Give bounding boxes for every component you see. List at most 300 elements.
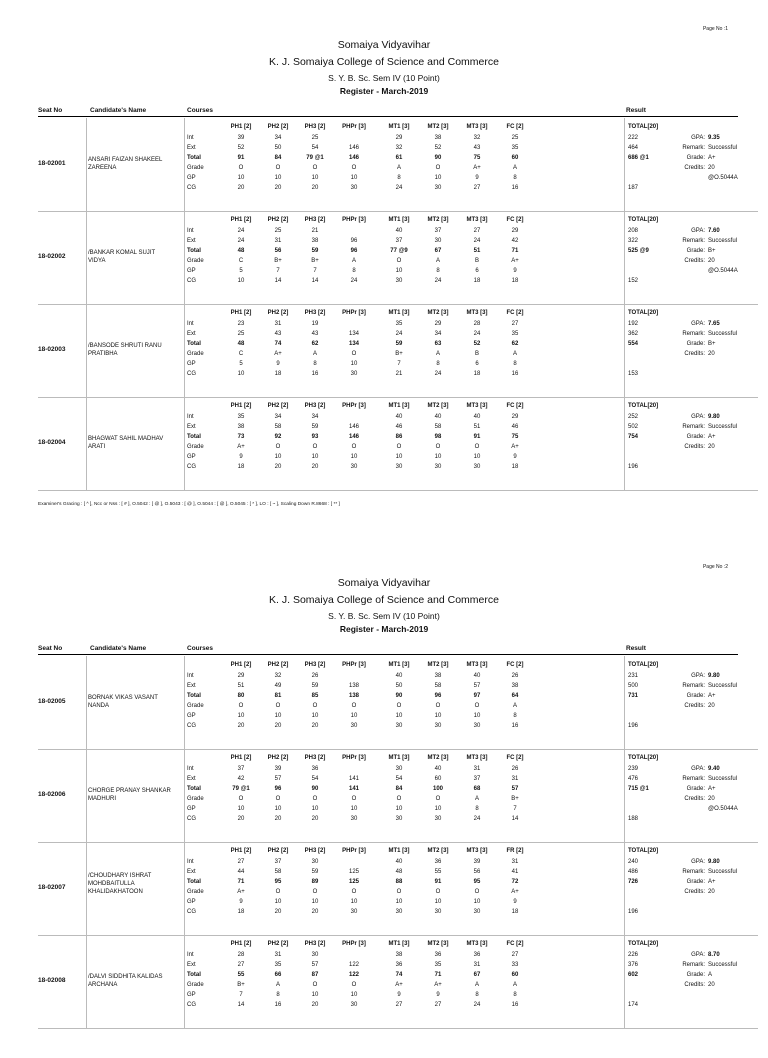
row-label: Total	[187, 693, 201, 699]
mark-cell: 36	[473, 952, 481, 958]
total-cell: 726	[628, 879, 639, 885]
mark-cell: O	[396, 889, 402, 895]
row-label: Grade	[187, 351, 204, 357]
mark-cell: 40	[473, 673, 481, 679]
total-cell: 196	[628, 464, 639, 470]
mark-cell: 30	[434, 185, 442, 191]
row-label: Grade	[187, 889, 204, 895]
mark-cell: 30	[434, 238, 442, 244]
result-value: @O.5044A	[708, 175, 738, 181]
mark-cell: 18	[511, 909, 519, 915]
mark-cell: 87	[311, 972, 319, 978]
mark-cell: 58	[274, 424, 282, 430]
mark-cell: 35	[511, 145, 519, 151]
mark-cell: 8	[475, 806, 479, 812]
course-header: MT3 [3]	[466, 941, 488, 947]
result-value: Successful	[708, 683, 738, 689]
result-label: Credits:	[684, 444, 705, 450]
result-header: Result	[626, 107, 646, 114]
mark-cell: 39	[274, 766, 282, 772]
mark-cell: O	[474, 889, 480, 895]
total-cell: 152	[628, 278, 639, 284]
mark-cell: 35	[511, 331, 519, 337]
candidate-name-line: BHAGWAT SAHIL MADHAV	[88, 436, 164, 442]
total-cell: 192	[628, 321, 639, 327]
mark-cell: 37	[274, 859, 282, 865]
mark-cell: 30	[434, 723, 442, 729]
result-value: 9.80	[708, 859, 720, 865]
mark-cell: 41	[511, 869, 519, 875]
total-cell: 188	[628, 816, 639, 822]
course-header: MT1 [3]	[388, 848, 410, 854]
result-label: Grade:	[686, 972, 705, 978]
mark-cell: 10	[350, 713, 358, 719]
result-value: Successful	[708, 424, 738, 430]
mark-cell: 67	[473, 972, 481, 978]
total-header: TOTAL[20]	[628, 662, 659, 668]
mark-cell: 16	[511, 723, 519, 729]
mark-cell: 72	[511, 879, 519, 885]
mark-cell: O	[238, 796, 244, 802]
mark-cell: 30	[473, 723, 481, 729]
mark-cell: A	[474, 796, 479, 802]
course-header: MT1 [3]	[388, 217, 410, 223]
mark-cell: O	[351, 982, 357, 988]
mark-cell: O	[396, 258, 402, 264]
result-value: @O.5044A	[708, 806, 738, 812]
mark-cell: 10	[274, 175, 282, 181]
mark-cell: 10	[274, 454, 282, 460]
result-value: 9.40	[708, 766, 720, 772]
mark-cell: B	[474, 258, 479, 264]
mark-cell: 9	[397, 992, 401, 998]
mark-cell: A	[351, 258, 356, 264]
mark-cell: 49	[274, 683, 282, 689]
course-header: PH2 [2]	[267, 941, 289, 947]
mark-cell: 37	[237, 766, 245, 772]
mark-cell: 9	[475, 175, 479, 181]
mark-cell: O	[351, 165, 357, 171]
total-cell: 500	[628, 683, 639, 689]
institution-title: Somaiya Vidyavihar	[337, 577, 431, 589]
mark-cell: O	[238, 165, 244, 171]
divider	[624, 211, 625, 304]
mark-cell: 27	[434, 1002, 442, 1008]
mark-cell: 29	[511, 228, 519, 234]
row-label: Total	[187, 434, 201, 440]
mark-cell: 43	[311, 331, 319, 337]
total-cell: 196	[628, 723, 639, 729]
row-label: CG	[187, 1002, 196, 1008]
total-cell: 715 @1	[628, 786, 649, 792]
mark-cell: 27	[237, 962, 245, 968]
row-label: Ext	[187, 238, 196, 244]
divider	[624, 304, 625, 397]
mark-cell: 59	[311, 683, 319, 689]
mark-cell: 73	[237, 434, 245, 440]
mark-cell: 10	[237, 175, 245, 181]
mark-cell: 51	[473, 248, 481, 254]
mark-cell: O	[474, 703, 480, 709]
course-header: PHPr [3]	[342, 310, 366, 316]
mark-cell: A	[512, 703, 517, 709]
mark-cell: 96	[274, 786, 282, 792]
mark-cell: 20	[274, 464, 282, 470]
mark-cell: 8	[513, 713, 517, 719]
student-record	[38, 842, 758, 936]
mark-cell: 62	[511, 341, 519, 347]
divider	[624, 118, 625, 211]
course-header: PH3 [2]	[304, 403, 326, 409]
result-label: Remark:	[682, 776, 705, 782]
mark-cell: 89	[311, 879, 319, 885]
mark-cell: 58	[434, 424, 442, 430]
course-header: FC [2]	[506, 941, 524, 947]
candidate-name-line: BORNAK VIKAS VASANT	[88, 695, 158, 701]
mark-cell: 25	[237, 331, 245, 337]
result-value: 9.35	[708, 135, 720, 141]
total-cell: 525 @9	[628, 248, 649, 254]
course-header: MT1 [3]	[388, 941, 410, 947]
mark-cell: 40	[395, 414, 403, 420]
candidate-name-line: ARCHANA	[88, 982, 118, 988]
mark-cell: 31	[473, 962, 481, 968]
result-value: A	[708, 972, 713, 978]
college-name: K. J. Somaiya College of Science and Commerce	[269, 56, 499, 68]
mark-cell: 59	[311, 424, 319, 430]
college-name: K. J. Somaiya College of Science and Commerce	[269, 594, 499, 606]
program-name: S. Y. B. Sc. Sem IV (10 Point)	[328, 73, 440, 83]
mark-cell: 16	[511, 371, 519, 377]
course-header: PH3 [2]	[304, 217, 326, 223]
course-header: PHPr [3]	[342, 755, 366, 761]
course-header: MT2 [3]	[427, 403, 449, 409]
course-header: PH1 [2]	[230, 848, 252, 854]
result-label: Remark:	[682, 238, 705, 244]
course-header: PH2 [2]	[267, 217, 289, 223]
mark-cell: 24	[473, 816, 481, 822]
mark-cell: 90	[395, 693, 403, 699]
course-header: PH3 [2]	[304, 662, 326, 668]
mark-cell: 138	[348, 693, 359, 699]
mark-cell: 34	[274, 414, 282, 420]
column-header-row	[38, 104, 738, 117]
result-value: Successful	[708, 145, 738, 151]
course-header: FR [2]	[506, 848, 524, 854]
mark-cell: 50	[395, 683, 403, 689]
mark-cell: 60	[511, 155, 519, 161]
mark-cell: 8	[436, 361, 440, 367]
mark-cell: 122	[348, 972, 359, 978]
mark-cell: 8	[436, 268, 440, 274]
mark-cell: 38	[434, 673, 442, 679]
mark-cell: 32	[274, 673, 282, 679]
mark-cell: A	[512, 982, 517, 988]
mark-cell: 8	[513, 361, 517, 367]
divider	[624, 397, 625, 490]
mark-cell: 34	[274, 135, 282, 141]
mark-cell: 21	[395, 371, 403, 377]
mark-cell: 10	[274, 899, 282, 905]
mark-cell: B+	[311, 258, 319, 264]
courses-header: Courses	[187, 107, 214, 114]
total-cell: 240	[628, 859, 639, 865]
result-value: 9.80	[708, 673, 720, 679]
mark-cell: 50	[274, 145, 282, 151]
mark-cell: 30	[395, 909, 403, 915]
divider	[86, 656, 87, 749]
total-header: TOTAL[20]	[628, 124, 659, 130]
result-value: 9.80	[708, 414, 720, 420]
mark-cell: 10	[237, 806, 245, 812]
mark-cell: 96	[350, 248, 358, 254]
row-label: Int	[187, 321, 194, 327]
course-header: FC [2]	[506, 310, 524, 316]
mark-cell: 30	[350, 723, 358, 729]
course-header: PH3 [2]	[304, 310, 326, 316]
mark-cell: 59	[311, 248, 319, 254]
result-value: A+	[708, 786, 716, 792]
row-label: Ext	[187, 776, 196, 782]
result-label: Remark:	[682, 145, 705, 151]
mark-cell: 31	[274, 952, 282, 958]
mark-cell: 30	[311, 952, 319, 958]
mark-cell: O	[474, 444, 480, 450]
mark-cell: 24	[237, 238, 245, 244]
mark-cell: 30	[395, 766, 403, 772]
course-header: FC [2]	[506, 217, 524, 223]
mark-cell: 7	[513, 806, 517, 812]
mark-cell: 10	[311, 454, 319, 460]
mark-cell: 38	[237, 424, 245, 430]
mark-cell: 10	[434, 713, 442, 719]
candidate-name-line: /CHOUDHARY ISHRAT	[88, 873, 152, 879]
total-cell: 376	[628, 962, 639, 968]
candidate-name-line: /BANKAR KOMAL SUJIT	[88, 250, 156, 256]
row-label: GP	[187, 454, 196, 460]
courses-header: Courses	[187, 645, 214, 652]
mark-cell: 10	[350, 454, 358, 460]
mark-cell: 35	[237, 414, 245, 420]
row-label: Grade	[187, 982, 204, 988]
course-header: PH1 [2]	[230, 941, 252, 947]
footnote: Examiner's Gracing : [ ^ ], Ncc or Nss : [ # ], O.5042 : [ @ ], O.5043 : [ @ ], O.5044 : [ @ ], O.5045 : [ * ], LO : [ ~ ], Scaling Down R.8668 : [ ** ]	[38, 502, 340, 507]
result-label: GPA:	[691, 228, 705, 234]
candidate-name	[88, 435, 186, 451]
mark-cell: 43	[473, 145, 481, 151]
mark-cell: 30	[395, 278, 403, 284]
mark-cell: 20	[311, 909, 319, 915]
result-label: Grade:	[686, 693, 705, 699]
course-header: MT3 [3]	[466, 124, 488, 130]
student-record	[38, 304, 758, 398]
total-cell: 686 @1	[628, 155, 649, 161]
mark-cell: 38	[395, 952, 403, 958]
mark-cell: 25	[311, 135, 319, 141]
course-header: PH1 [2]	[230, 217, 252, 223]
mark-cell: O	[275, 889, 281, 895]
result-label: Credits:	[684, 703, 705, 709]
result-value: A+	[708, 434, 716, 440]
mark-cell: 30	[395, 464, 403, 470]
candidate-name	[88, 342, 186, 358]
row-label: Int	[187, 859, 194, 865]
total-header: TOTAL[20]	[628, 848, 659, 854]
mark-cell: 9	[276, 361, 280, 367]
seat-number: 18-02001	[38, 160, 66, 167]
mark-cell: 30	[350, 185, 358, 191]
result-label: Credits:	[684, 889, 705, 895]
total-cell: 208	[628, 228, 639, 234]
result-value: B+	[708, 341, 716, 347]
mark-cell: 54	[311, 145, 319, 151]
mark-cell: 55	[237, 972, 245, 978]
mark-cell: 30	[473, 464, 481, 470]
mark-cell: 10	[434, 806, 442, 812]
mark-cell: 85	[311, 693, 319, 699]
candidate-name-line: CHORGE PRANAY SHANKAR	[88, 788, 171, 794]
mark-cell: 146	[348, 424, 359, 430]
mark-cell: 9	[239, 899, 243, 905]
mark-cell: 30	[350, 909, 358, 915]
course-header: PH1 [2]	[230, 403, 252, 409]
result-label: Grade:	[686, 341, 705, 347]
mark-cell: B+	[237, 982, 245, 988]
mark-cell: O	[435, 165, 441, 171]
mark-cell: 77 @9	[390, 248, 408, 254]
mark-cell: 10	[311, 806, 319, 812]
mark-cell: 20	[274, 816, 282, 822]
mark-cell: 40	[434, 766, 442, 772]
mark-cell: A+	[511, 258, 519, 264]
row-label: GP	[187, 806, 196, 812]
candidate-name-line: NANDA	[88, 703, 110, 709]
seat-number: 18-02003	[38, 346, 66, 353]
mark-cell: 74	[274, 341, 282, 347]
mark-cell: 31	[473, 766, 481, 772]
mark-cell: 24	[350, 278, 358, 284]
course-header: PH3 [2]	[304, 941, 326, 947]
mark-cell: 5	[239, 361, 243, 367]
seat-number: 18-02002	[38, 253, 66, 260]
course-header: MT1 [3]	[388, 755, 410, 761]
row-label: GP	[187, 713, 196, 719]
row-label: GP	[187, 175, 196, 181]
course-header: PH3 [2]	[304, 124, 326, 130]
candidate-name-line: ANSARI FAIZAN SHAKEEL	[88, 157, 163, 163]
row-label: Int	[187, 766, 194, 772]
mark-cell: O	[351, 889, 357, 895]
mark-cell: 97	[473, 693, 481, 699]
mark-cell: O	[238, 703, 244, 709]
mark-cell: 10	[274, 806, 282, 812]
result-value: 20	[708, 703, 715, 709]
mark-cell: 26	[511, 673, 519, 679]
mark-cell: 10	[434, 454, 442, 460]
mark-cell: A+	[237, 889, 245, 895]
mark-cell: B+	[395, 351, 403, 357]
mark-cell: 71	[434, 972, 442, 978]
course-header: MT2 [3]	[427, 755, 449, 761]
total-cell: 502	[628, 424, 639, 430]
mark-cell: 24	[434, 371, 442, 377]
candidate-name-header: Candidate's Name	[90, 645, 147, 652]
mark-cell: 7	[397, 361, 401, 367]
mark-cell: 18	[237, 909, 245, 915]
result-label: Credits:	[684, 796, 705, 802]
row-label: Total	[187, 341, 201, 347]
mark-cell: 10	[237, 371, 245, 377]
mark-cell: 122	[348, 962, 359, 968]
candidate-name-line: VIDYA	[88, 258, 106, 264]
mark-cell: 141	[348, 786, 359, 792]
mark-cell: 80	[237, 693, 245, 699]
course-header: FC [2]	[506, 662, 524, 668]
candidate-name-header: Candidate's Name	[90, 107, 147, 114]
mark-cell: O	[435, 703, 441, 709]
mark-cell: 26	[311, 673, 319, 679]
course-header: PH1 [2]	[230, 310, 252, 316]
mark-cell: 14	[511, 816, 519, 822]
result-value: 20	[708, 796, 715, 802]
row-label: CG	[187, 464, 196, 470]
student-record	[38, 749, 758, 843]
row-label: Int	[187, 135, 194, 141]
mark-cell: 20	[311, 1002, 319, 1008]
mark-cell: 98	[434, 434, 442, 440]
mark-cell: 56	[274, 248, 282, 254]
course-header: PH2 [2]	[267, 662, 289, 668]
mark-cell: 7	[276, 268, 280, 274]
page-number: Page No :1	[702, 26, 728, 32]
result-label: Credits:	[684, 165, 705, 171]
mark-cell: 90	[434, 155, 442, 161]
mark-cell: 79 @1	[306, 155, 324, 161]
result-header: Result	[626, 645, 646, 652]
mark-cell: O	[312, 796, 318, 802]
mark-cell: 24	[237, 228, 245, 234]
row-label: Int	[187, 673, 194, 679]
mark-cell: 146	[348, 434, 359, 440]
course-header: FC [2]	[506, 403, 524, 409]
mark-cell: 24	[473, 331, 481, 337]
result-value: 7.65	[708, 321, 720, 327]
mark-cell: 21	[311, 228, 319, 234]
mark-cell: 138	[348, 683, 359, 689]
mark-cell: 9	[513, 268, 517, 274]
row-label: GP	[187, 992, 196, 998]
result-value: Successful	[708, 776, 738, 782]
mark-cell: O	[312, 982, 318, 988]
total-header: TOTAL[20]	[628, 755, 659, 761]
course-header: PH1 [2]	[230, 662, 252, 668]
result-label: GPA:	[691, 766, 705, 772]
result-label: Credits:	[684, 351, 705, 357]
candidate-name	[88, 973, 186, 989]
mark-cell: 58	[434, 683, 442, 689]
mark-cell: 91	[237, 155, 245, 161]
divider	[86, 304, 87, 397]
mark-cell: A+	[395, 982, 403, 988]
mark-cell: 92	[274, 434, 282, 440]
result-label: GPA:	[691, 673, 705, 679]
mark-cell: 14	[311, 278, 319, 284]
mark-cell: 9	[513, 899, 517, 905]
mark-cell: 18	[473, 278, 481, 284]
mark-cell: O	[275, 796, 281, 802]
mark-cell: 74	[395, 972, 403, 978]
course-header: MT2 [3]	[427, 662, 449, 668]
